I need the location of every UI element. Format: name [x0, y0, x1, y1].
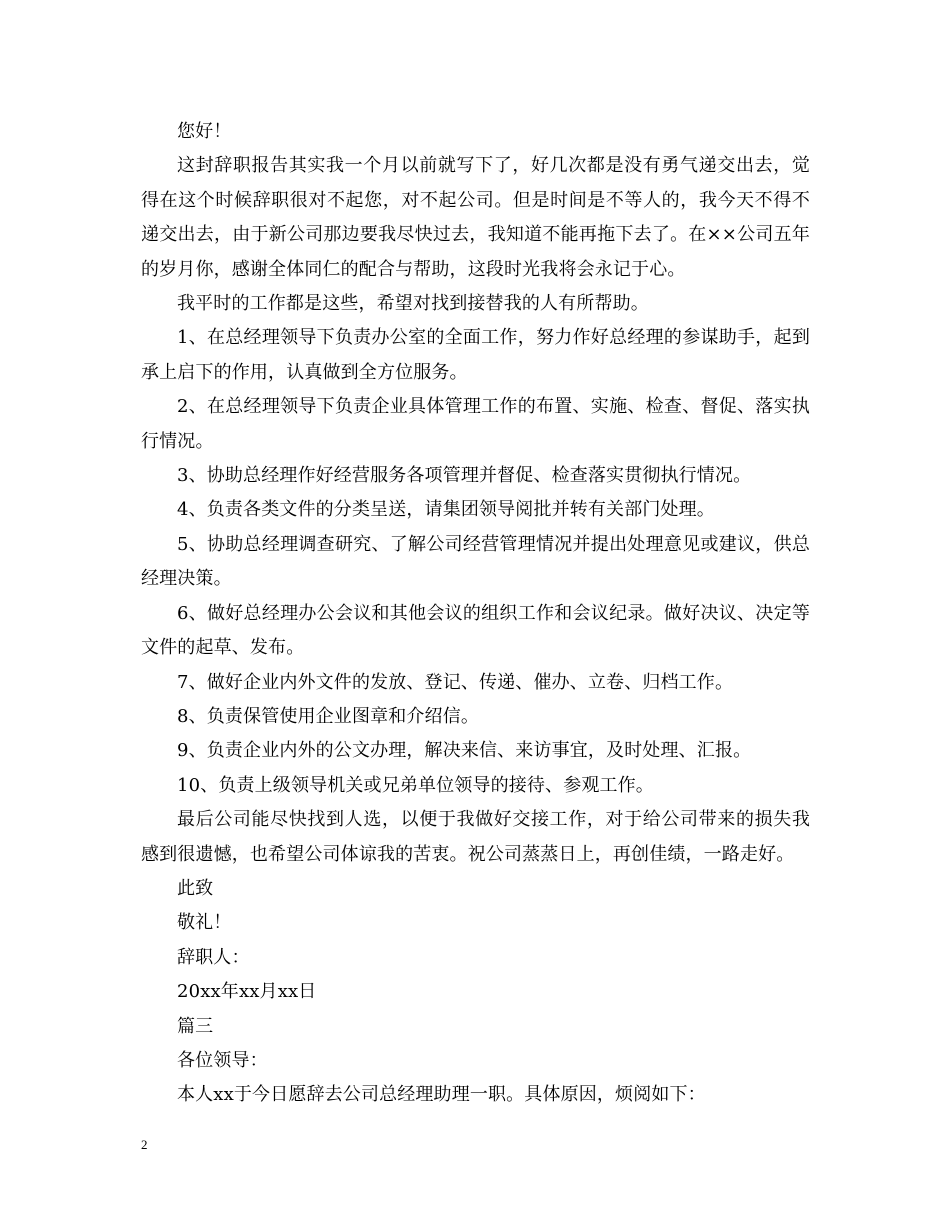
list-item: 10、负责上级领导机关或兄弟单位领导的接待、参观工作。: [177, 774, 654, 796]
list-item: 9、负责企业内外的公文办理，解决来信、来访事宜，及时处理、汇报。: [177, 740, 752, 762]
list-item: 6、做好总经理办公会议和其他会议的组织工作和会议纪录。做好决议、决定等文件的起草、发布。: [141, 602, 810, 659]
signature-line: 辞职人：: [177, 946, 250, 968]
salutation: 各位领导：: [177, 1049, 268, 1071]
document-body: [141, 115, 810, 1113]
list-item: 8、负责保管使用企业图章和介绍信。: [177, 705, 480, 727]
closing-line: 此致: [177, 877, 214, 899]
paragraph: 我平时的工作都是这些，希望对找到接替我的人有所帮助。: [177, 293, 649, 315]
page-number: 2: [141, 1137, 148, 1152]
closing-line: 敬礼！: [177, 912, 232, 934]
paragraph: 您好！: [177, 121, 232, 142]
paragraph: 这封辞职报告其实我一个月以前就写下了，好几次都是没有勇气递交出去，觉得在这个时候辞职很对不起您，对不起公司。但是时间是不等人的，我今天不得不递交出去，由于新公司那边要我尽快过去，我知道不能再拖下去了。在××公司五年的岁月你，感谢全体同仁的配合与帮助，这段时光我将会永记于心。: [141, 155, 810, 280]
list-item: 5、协助总经理调查研究、了解公司经营管理情况并提出处理意见或建议，供总经理决策。: [141, 533, 810, 590]
list-item: 2、在总经理领导下负责企业具体管理工作的布置、实施、检查、督促、落实执行情况。: [141, 396, 810, 452]
list-item: 3、协助总经理作好经营服务各项管理并督促、检查落实贯彻执行情况。: [177, 465, 752, 487]
list-item: 4、负责各类文件的分类呈送，请集团领导阅批并转有关部门处理。: [177, 499, 715, 521]
paragraph: 最后公司能尽快找到人选，以便于我做好交接工作，对于给公司带来的损失我感到很遗憾，也希望公司体谅我的苦衷。祝公司蒸蒸日上，再创佳绩，一路走好。: [141, 809, 810, 865]
list-item: 7、做好企业内外文件的发放、登记、传递、催办、立卷、归档工作。: [177, 671, 734, 693]
date-line: 20xx年xx月xx日: [177, 981, 317, 1003]
list-item: 1、在总经理领导下负责办公室的全面工作，努力作好总经理的参谋助手，起到承上启下的作用，认真做到全方位服务。: [141, 327, 810, 383]
section-heading: 篇三: [177, 1015, 214, 1037]
paragraph: 本人xx于今日愿辞去公司总经理助理一职。具体原因，烦阅如下：: [177, 1084, 706, 1106]
